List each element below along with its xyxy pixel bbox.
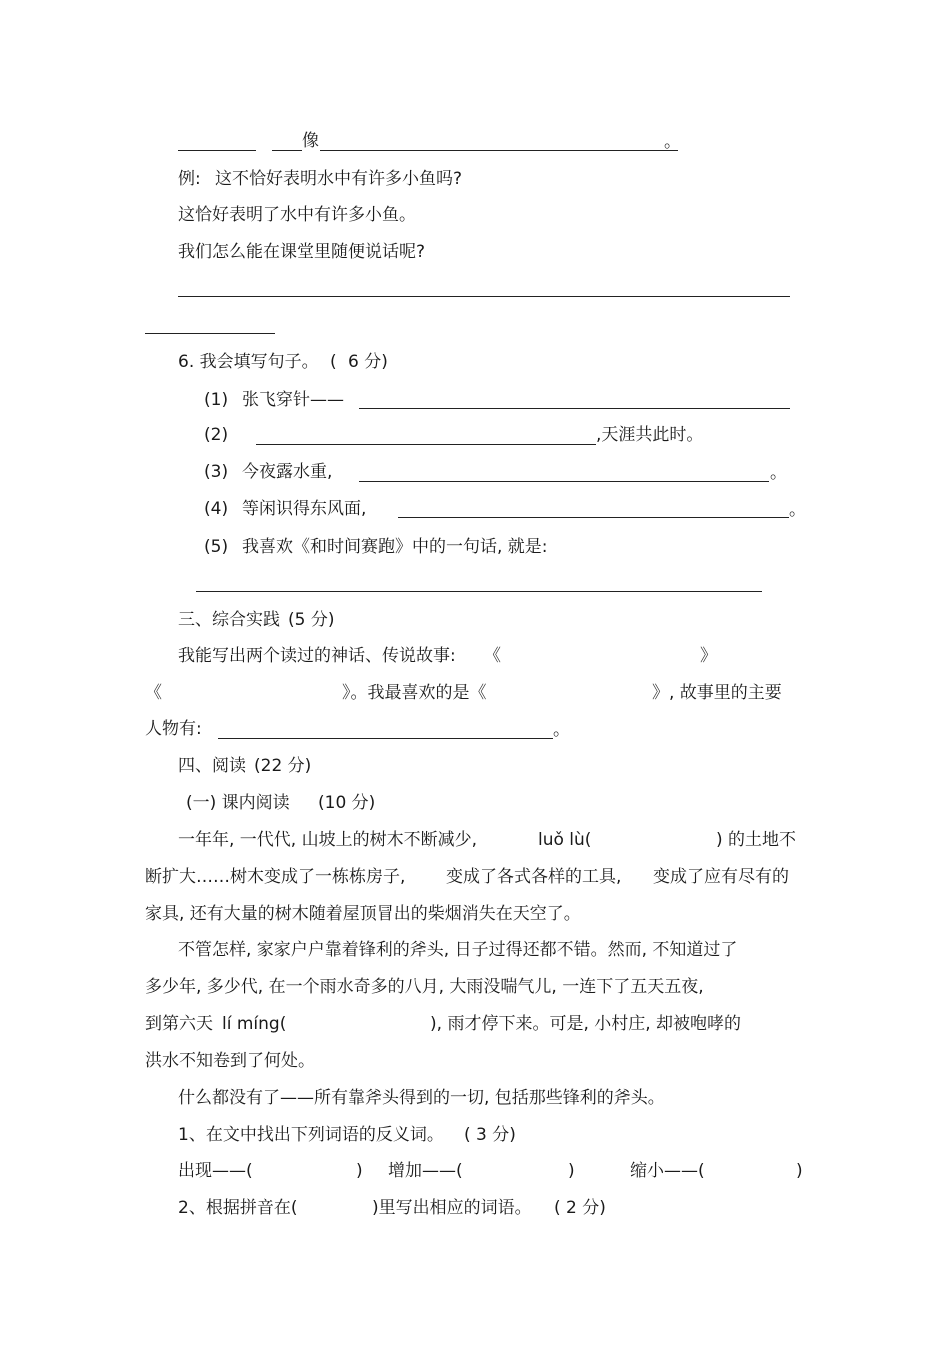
q2-mid: )里写出相应的词语。 <box>372 1198 532 1218</box>
q6-item-4-text: 等闲识得东风面, <box>242 499 367 519</box>
example-label: 例: <box>178 169 201 189</box>
answer-line <box>664 150 678 151</box>
passage-p1-f: 家具, 还有大量的树木随着屋顶冒出的柴烟消失在天空了。 <box>145 904 581 924</box>
passage-p2-e: 洪水不知卷到了何处。 <box>145 1051 315 1071</box>
q1-score: ( 3 分) <box>464 1125 516 1145</box>
answer-line[interactable] <box>196 591 762 592</box>
rewrite-question: 我们怎么能在课堂里随便说话呢? <box>178 242 426 262</box>
answer-line[interactable] <box>359 481 769 482</box>
section3-title: 三、综合实践 <box>178 610 280 630</box>
answer-line[interactable] <box>256 444 596 445</box>
passage-p2-b: 多少年, 多少代, 在一个雨水奇多的八月, 大雨没喘气儿, 一连下了五天五夜, <box>145 977 704 997</box>
section3-line1: 我能写出两个读过的神话、传说故事: <box>178 646 456 666</box>
passage-p2-d: ), 雨才停下来。可是, 小村庄, 却被咆哮的 <box>430 1014 742 1034</box>
q1-item-2-close: ) <box>568 1161 575 1181</box>
q1-title: 1、在文中找出下列词语的反义词。 <box>178 1125 444 1145</box>
section3-score: (5 分) <box>288 610 335 630</box>
q6-item-1-text: 张飞穿针—— <box>242 390 344 410</box>
section3-line2-mid: 》。我最喜欢的是《 <box>342 683 487 703</box>
book-open-mark: 《 <box>484 646 501 666</box>
answer-line[interactable] <box>218 738 553 739</box>
q6-item-2-num: (2) <box>204 425 229 445</box>
section3-line2-end: 》, 故事里的主要 <box>652 683 782 703</box>
section4-sub-title: (一) 课内阅读 <box>186 793 290 813</box>
q6-item-3-num: (3) <box>204 462 229 482</box>
q1-item-2: 增加——( <box>388 1161 463 1181</box>
q2-title: 2、根据拼音在( <box>178 1198 298 1218</box>
passage-p3: 什么都没有了——所有靠斧头得到的一切, 包括那些锋利的斧头。 <box>178 1088 665 1108</box>
book-close-mark: 》 <box>700 646 717 666</box>
example-question: 这不恰好表明水中有许多小鱼吗? <box>215 169 463 189</box>
period-text: 。 <box>664 132 681 152</box>
q6-item-4-num: (4) <box>204 499 229 519</box>
example-answer: 这恰好表明了水中有许多小鱼。 <box>178 205 416 225</box>
q6-item-4-after: 。 <box>789 500 806 520</box>
passage-p1-e: 变成了应有尽有的 <box>653 867 789 887</box>
answer-line[interactable] <box>145 333 275 334</box>
passage-p1-b: ) 的土地不 <box>716 830 797 850</box>
passage-p2-c: 到第六天 <box>145 1014 213 1034</box>
section4-sub-score: (10 分) <box>318 793 376 813</box>
passage-p1-d: 变成了各式各样的工具, <box>446 867 622 887</box>
q6-item-5-text: 我喜欢《和时间赛跑》中的一句话, 就是: <box>242 537 548 557</box>
answer-line[interactable] <box>178 150 256 151</box>
q6-item-5-num: (5) <box>204 537 229 557</box>
passage-p1-c: 断扩大……树木变成了一栋栋房子, <box>145 867 406 887</box>
q6-item-1-num: (1) <box>204 390 229 410</box>
q6-title: 6. 我会填写句子。 <box>178 352 319 372</box>
q6-score: 6 分) <box>348 352 388 372</box>
passage-pinyin-2: lí míng( <box>222 1014 287 1034</box>
answer-line[interactable] <box>320 150 665 151</box>
q6-score-open: ( <box>330 352 337 372</box>
book-open-mark: 《 <box>145 683 162 703</box>
q6-item-3-after: 。 <box>770 463 787 483</box>
passage-p2-a: 不管怎样, 家家户户靠着锋利的斧头, 日子过得还都不错。然而, 不知道过了 <box>178 940 738 960</box>
section3-line3-end: 。 <box>553 720 570 740</box>
section3-line3: 人物有: <box>145 719 202 739</box>
q1-item-1-close: ) <box>356 1161 363 1181</box>
answer-line[interactable] <box>398 517 789 518</box>
q6-item-3-text: 今夜露水重, <box>242 462 333 482</box>
q2-score: ( 2 分) <box>554 1198 606 1218</box>
passage-p1-a: 一年年, 一代代, 山坡上的树木不断减少, <box>178 830 478 850</box>
answer-line[interactable] <box>178 296 790 297</box>
answer-line[interactable] <box>359 408 790 409</box>
q6-item-2-after: ,天涯共此时。 <box>596 425 704 445</box>
like-text: 像 <box>302 131 319 151</box>
section4-score: (22 分) <box>254 756 312 776</box>
answer-line[interactable] <box>272 150 302 151</box>
q1-item-3: 缩小——( <box>630 1161 705 1181</box>
q1-item-1: 出现——( <box>178 1161 253 1181</box>
q1-item-3-close: ) <box>796 1161 803 1181</box>
section4-title: 四、阅读 <box>178 756 246 776</box>
passage-pinyin-1: luǒ lù( <box>538 830 592 850</box>
